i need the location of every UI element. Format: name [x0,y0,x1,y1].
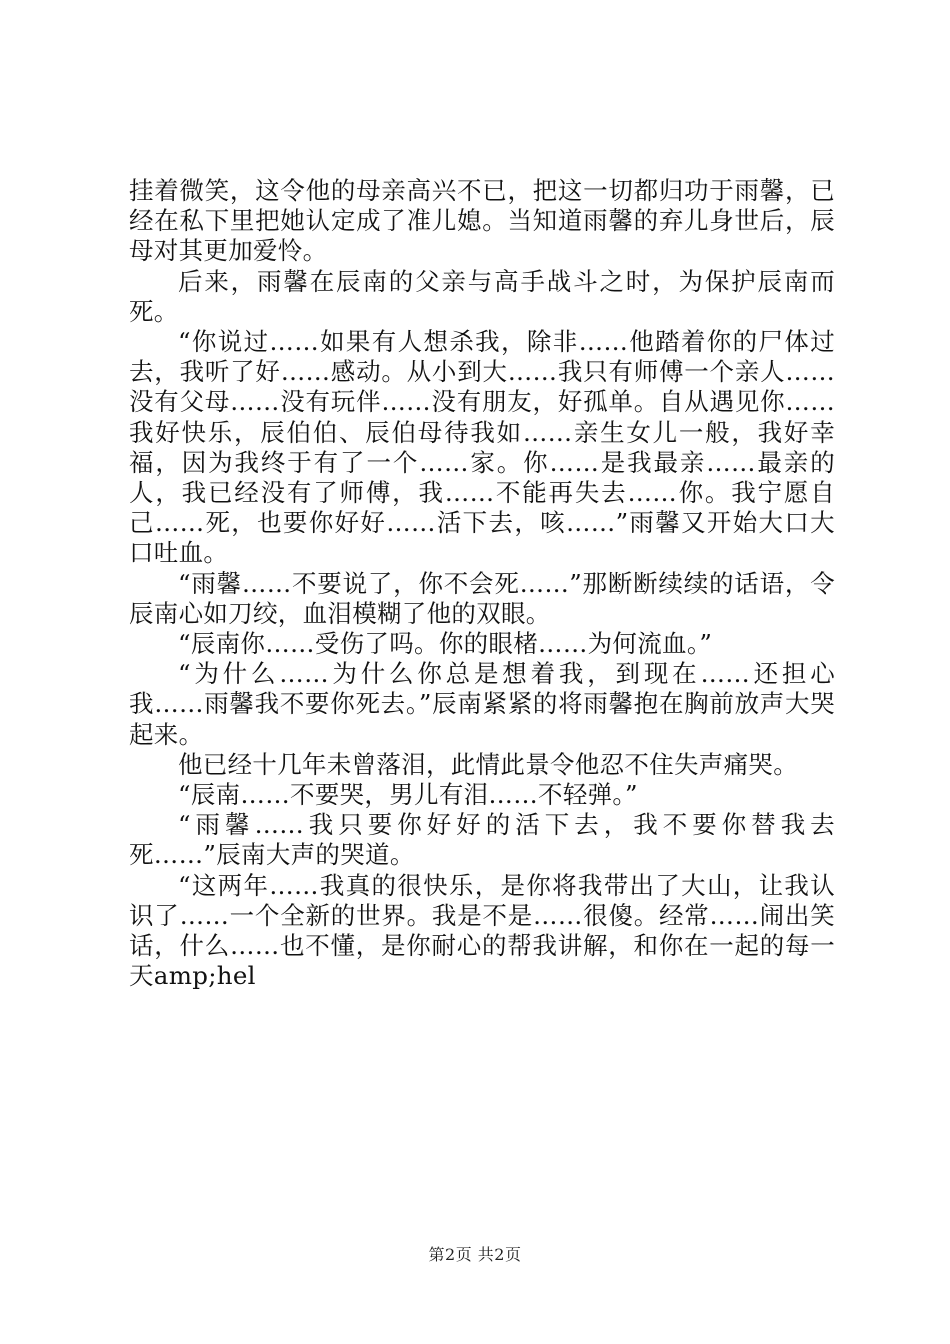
paragraph-6: “为什么……为什么你总是想着我，到现在……还担心我……雨馨我不要你死去。”辰南紧紧的将雨馨抱在胸前放声大哭起来。 [129,659,835,749]
paragraph-8: “辰南……不要哭，男儿有泪……不轻弹。” [178,780,638,810]
paragraph-1: 挂着微笑，这令他的母亲高兴不已，把这一切都归功于雨馨，已经在私下里把她认定成了准儿媳。当知道雨馨的弃儿身世后，辰母对其更加爱怜。 [129,176,835,266]
paragraph-9: “雨馨……我只要你好好的活下去，我不要你替我去死……”辰南大声的哭道。 [129,810,835,870]
paragraph-7: 他已经十几年未曾落泪，此情此景令他忍不住失声痛哭。 [178,749,798,779]
page-number-footer: 第2页 共2页 [428,1245,522,1264]
paragraph-4: “雨馨……不要说了，你不会死……”那断断续续的话语，令辰南心如刀绞，血泪模糊了他的双眼。 [129,568,835,628]
paragraph-10: “这两年……我真的很快乐，是你将我带出了大山，让我认识了……一个全新的世界。我是不是……很傻。经常……闹出笑话，什么……也不懂，是你耐心的帮我讲解，和你在一起的每一天amp;hel [129,870,835,991]
paragraph-5: “辰南你……受伤了吗。你的眼楮……为何流血。” [178,629,713,659]
paragraph-2: 后来，雨馨在辰南的父亲与高手战斗之时，为保护辰南而死。 [129,266,835,326]
document-body [129,176,835,991]
paragraph-3: “你说过……如果有人想杀我，除非……他踏着你的尸体过去，我听了好……感动。从小到大……我只有师傅一个亲人……没有父母……没有玩伴……没有朋友，好孤单。自从遇见你……我好快乐，辰伯伯、辰伯母待我如……亲生女儿一般，我好幸福，因为我终于有了一个……家。你……是我最亲……最亲的人，我已经没有了师傅，我……不能再失去……你。我宁愿自己……死，也要你好好……活下去，咳……”雨馨又开始大口大口吐血。 [129,327,835,568]
